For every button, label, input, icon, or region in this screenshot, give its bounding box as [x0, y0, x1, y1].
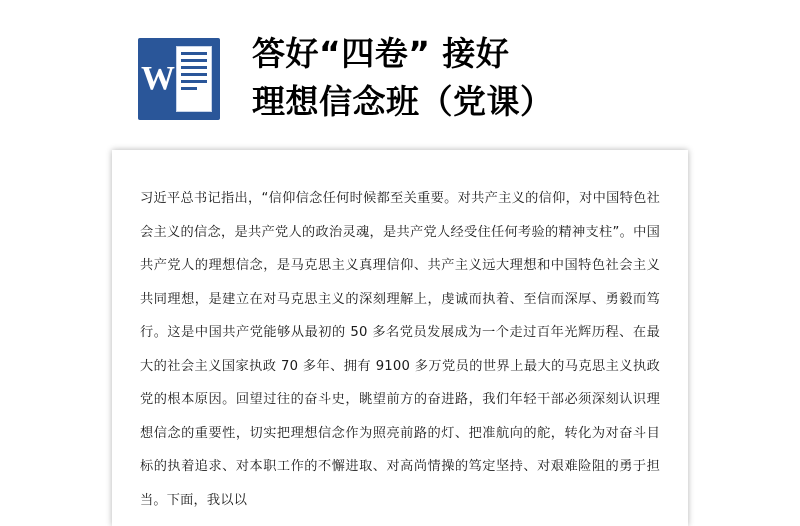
word-icon-page-lines	[176, 46, 212, 112]
word-icon-line	[181, 59, 207, 62]
document-body-text	[140, 182, 660, 517]
word-icon-line	[181, 73, 207, 76]
word-icon-letter: W	[141, 60, 175, 97]
word-document-icon	[138, 38, 220, 120]
page-title-line-1: 答好“四卷” 接好	[252, 34, 510, 73]
word-icon-line	[181, 87, 197, 90]
document-paper[interactable]	[112, 150, 688, 526]
document-header	[0, 0, 800, 148]
page-title-line-2: 理想信念班（党课）	[252, 82, 554, 121]
page-title	[252, 30, 792, 126]
word-icon-line	[181, 52, 207, 55]
word-icon-line	[181, 66, 207, 69]
word-icon-line	[181, 80, 207, 83]
document-paragraph: 习近平总书记指出，“信仰信念任何时候都至关重要。对共产主义的信仰，对中国特色社会主义的信念，是共产党人的政治灵魂，是共产党人经受住任何考验的精神支柱”。中国共产党人的理想信念，是马克思主义真理信仰、共产主义远大理想和中国特色社会主义共同理想，是建立在对马克思主义的深刻理解上，虔诚而执着、至信而深厚、勇毅而笃行。这是中国共产党能够从最初的 50 多名党员发展成为一个走过百年光辉历程、在最大的社会主义国家执政 70 多年、拥有 9100 多万党员的世界上最大的马克思主义执政党的根本原因。回望过往的奋斗史，眺望前方的奋进路，我们年轻干部必须深刻认识理想信念的重要性，切实把理想信念作为照亮前路的灯、把准航向的舵，转化为对奋斗目标的执着追求、对本职工作的不懈进取、对高尚情操的笃定坚持、对艰难险阻的勇于担当。下面，我以以	[140, 191, 660, 508]
